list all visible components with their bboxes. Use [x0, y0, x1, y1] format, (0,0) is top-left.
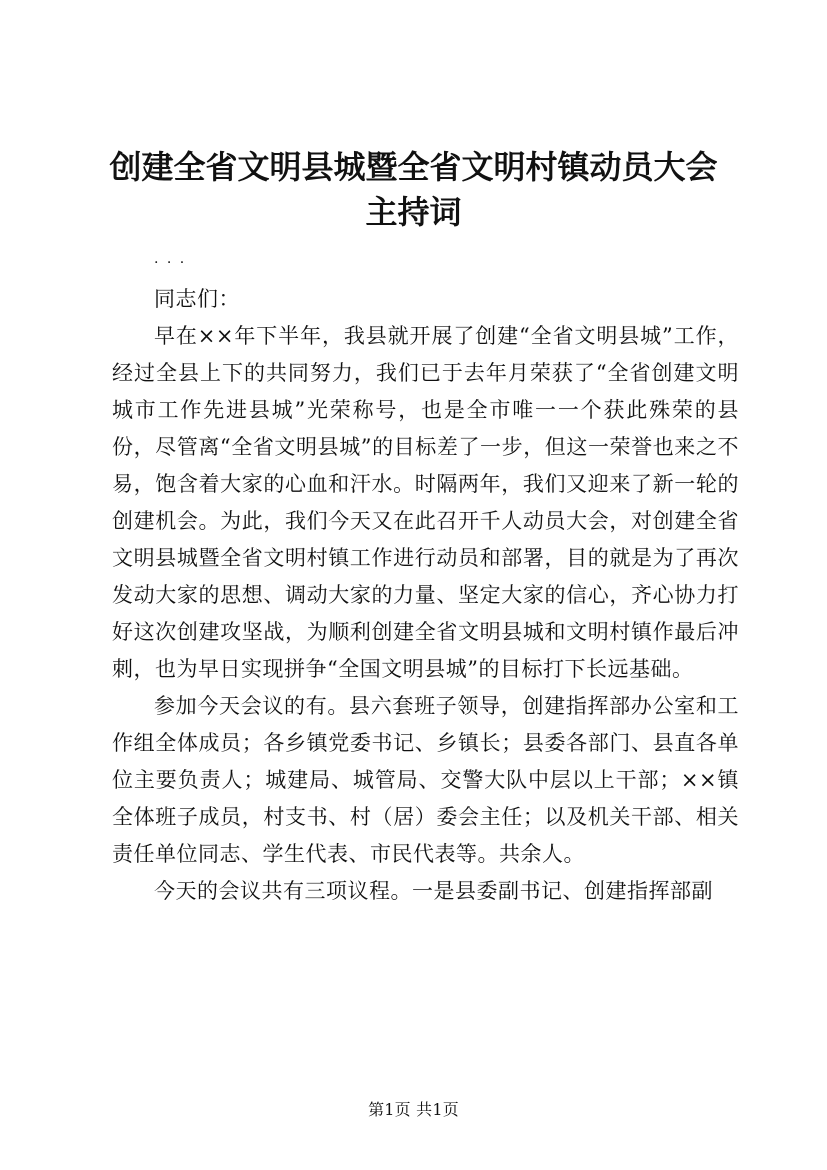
agenda-paragraph: 今天的会议共有三项议程。一是县委副书记、创建指挥部副 [154, 879, 713, 903]
document-body [112, 244, 739, 910]
page-number-footer: 第1页 共1页 [368, 1100, 459, 1119]
background-paragraph: 早在××年下半年，我县就开展了创建“全省文明县城”工作，经过全县上下的共同努力，我们已于去年月荣获了“全省创建文明城市工作先进县城”光荣称号，也是全市唯一一个获此殊荣的县份，尽管离“全省文明县城”的目标差了一步，但这一荣誉也来之不易，饱含着大家的心血和汗水。时隔两年，我们又迎来了新一轮的创建机会。为此，我们今天又在此召开千人动员大会，对创建全省文明县城暨全省文明村镇工作进行动员和部署，目的就是为了再次发动大家的思想、调动大家的力量、坚定大家的信心，齐心协力打好这次创建攻坚战，为顺利创建全省文明县城和文明村镇作最后冲刺，也为早日实现拼争“全国文明县城”的目标打下长远基础。 [112, 324, 739, 681]
document-title: 创建全省文明县城暨全省文明村镇动员大会主持词 [109, 148, 718, 231]
ellipsis-marker: . . . [154, 251, 187, 267]
attendees-paragraph: 参加今天会议的有。县六套班子领导，创建指挥部办公室和工作组全体成员；各乡镇党委书记、乡镇长；县委各部门、县直各单位主要负责人；城建局、城管局、交警大队中层以上干部；××镇全体班子成员，村支书、村（居）委会主任；以及机关干部、相关责任单位同志、学生代表、市民代表等。共余人。 [112, 694, 739, 866]
salutation-paragraph: 同志们： [154, 287, 240, 311]
